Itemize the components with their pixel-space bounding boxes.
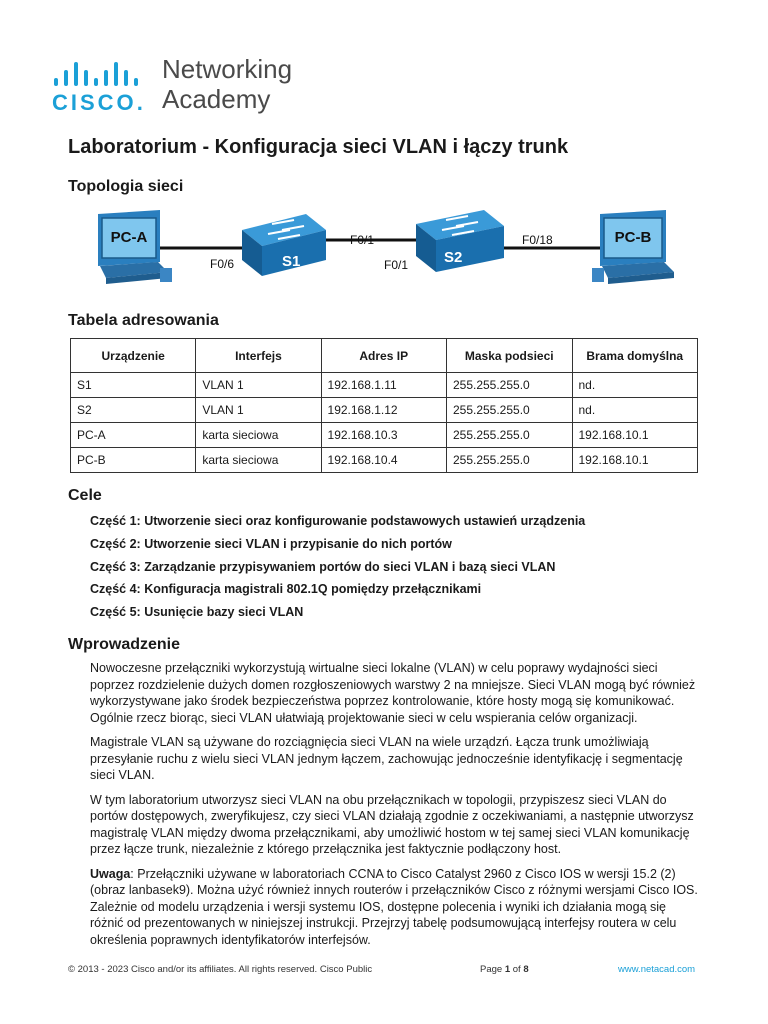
intro-heading: Wprowadzenie	[68, 636, 181, 653]
table-cell: S2	[71, 398, 196, 423]
addressing-table	[70, 338, 698, 473]
table-row	[71, 423, 698, 448]
page-title: Laboratorium - Konfiguracja sieci VLAN i łączy trunk	[68, 136, 569, 158]
list-item: Część 2: Utworzenie sieci VLAN i przypisanie do nich portów	[90, 536, 452, 551]
logo-networking-text: Networking	[162, 54, 293, 84]
intro-note	[90, 866, 700, 949]
list-item: Część 5: Usunięcie bazy sieci VLAN	[90, 605, 304, 620]
goals-list	[90, 514, 585, 628]
table-cell: 255.255.255.0	[446, 423, 572, 448]
footer-page-number: Page 1 of 8	[480, 964, 529, 975]
pc-b-computer	[592, 210, 674, 284]
col-header-interface: Interfejs	[196, 339, 321, 373]
table-cell: 255.255.255.0	[446, 448, 572, 473]
table-cell: karta sieciowa	[196, 423, 321, 448]
table-row	[71, 398, 698, 423]
list-item: Część 4: Konfiguracja magistrali 802.1Q pomiędzy przełącznikami	[90, 582, 482, 597]
table-cell: 255.255.255.0	[446, 398, 572, 423]
footer-copyright: © 2013 - 2023 Cisco and/or its affiliates. All rights reserved. Cisco Public	[68, 964, 373, 975]
table-row	[71, 373, 698, 398]
s2-label: S2	[444, 249, 463, 266]
switch-s1	[242, 214, 326, 276]
port-label-s1-top: F0/1	[350, 233, 375, 247]
table-cell: S1	[71, 373, 196, 398]
intro-section	[90, 660, 700, 956]
network-topology-diagram	[92, 206, 692, 306]
port-label-pca-s1: F0/6	[210, 257, 235, 271]
table-cell: 192.168.1.11	[321, 373, 446, 398]
table-header-row	[71, 339, 698, 373]
col-header-gateway: Brama domyślna	[572, 339, 698, 373]
note-label: Uwaga	[90, 866, 131, 881]
table-cell: 192.168.10.1	[572, 448, 698, 473]
intro-paragraph-1: Nowoczesne przełączniki wykorzystują wirtualne sieci lokalne (VLAN) w celu poprawy wydajności sieci poprzez rozdzielenie dużych domen rozgłoszeniowych warstwy 2 na mniejsze. Sieci VLAN mogą być również wykorzystywane jako środek bezpieczeństwa poprzez kontrolowanie, które hosty mogą się komunikować. Ogólnie rzecz biorąc, sieci VLAN ułatwiają projektowanie sieci w celu wspierania celów organizacji.	[90, 661, 696, 725]
port-label-s2-pcb: F0/18	[522, 233, 553, 247]
cisco-bars-icon	[52, 60, 152, 86]
switch-s2	[416, 210, 504, 272]
col-header-ip: Adres IP	[321, 339, 446, 373]
table-cell: karta sieciowa	[196, 448, 321, 473]
table-cell: VLAN 1	[196, 373, 321, 398]
s1-label: S1	[282, 253, 301, 270]
list-item: Część 3: Zarządzanie przypisywaniem portów do sieci VLAN i bazą sieci VLAN	[90, 559, 556, 574]
table-cell: 192.168.10.1	[572, 423, 698, 448]
table-cell: PC-A	[71, 423, 196, 448]
table-cell: 192.168.10.4	[321, 448, 446, 473]
note-text: : Przełączniki używane w laboratoriach CCNA to Cisco Catalyst 2960 z Cisco IOS w wersji 15.2 (2) (obraz lanbasek9). Można użyć również innych routerów i przełączników Cisco z różnymi wersjami Cisco IOS. Zależnie od modelu urządzenia i wersji systemu IOS, dostępne polecenia i wyniki ich działania mogą się różnić od prezentowanych w niniejszej instrukcji. Przejrzyj tabelę podsumowującą interfejsy routera w celu określenia poprawnych identyfikatorów interfejsów.	[90, 866, 698, 947]
footer-link[interactable]: www.netacad.com	[618, 964, 696, 975]
cisco-wordmark: CISCO.	[52, 90, 146, 115]
pc-b-label: PC-B	[614, 229, 652, 246]
addressing-table-heading: Tabela adresowania	[68, 312, 219, 329]
topology-heading: Topologia sieci	[68, 178, 184, 195]
table-cell: 192.168.1.12	[321, 398, 446, 423]
table-cell: 192.168.10.3	[321, 423, 446, 448]
cisco-networking-academy-logo	[52, 54, 312, 118]
goals-heading: Cele	[68, 487, 102, 504]
list-item: Część 1: Utworzenie sieci oraz konfigurowanie podstawowych ustawień urządzenia	[90, 514, 586, 528]
intro-paragraph-2: Magistrale VLAN są używane do rozciągnięcia sieci VLAN na wiele urządzń. Łącza trunk umożliwiają przesyłanie ruchu z wielu sieci VLAN jednym łączem, zachowując jednocześnie identyfikację i segmentację sieci VLAN.	[90, 735, 683, 782]
table-cell: 255.255.255.0	[446, 373, 572, 398]
table-cell: nd.	[572, 373, 698, 398]
table-row	[71, 448, 698, 473]
col-header-device: Urządzenie	[71, 339, 196, 373]
logo-academy-text: Academy	[162, 84, 271, 114]
intro-paragraph-3: W tym laboratorium utworzysz sieci VLAN na obu przełącznikach w topologii, przypiszesz sieci VLAN do portów dostępowych, zweryfikujesz, czy sieci VLAN działają zgodnie z oczekiwaniami, a następnie utworzysz magistralę VLAN między dwoma przełącznikami, aby umożliwić hostom w tej samej sieci VLAN komunikację przez łącze trunk, niezależnie z którego przełącznika jest faktycznie podłączony host.	[90, 792, 694, 856]
table-cell: VLAN 1	[196, 398, 321, 423]
table-cell: nd.	[572, 398, 698, 423]
col-header-mask: Maska podsieci	[446, 339, 572, 373]
pc-a-label: PC-A	[110, 229, 148, 246]
table-cell: PC-B	[71, 448, 196, 473]
port-label-s2-bottom: F0/1	[384, 258, 409, 272]
